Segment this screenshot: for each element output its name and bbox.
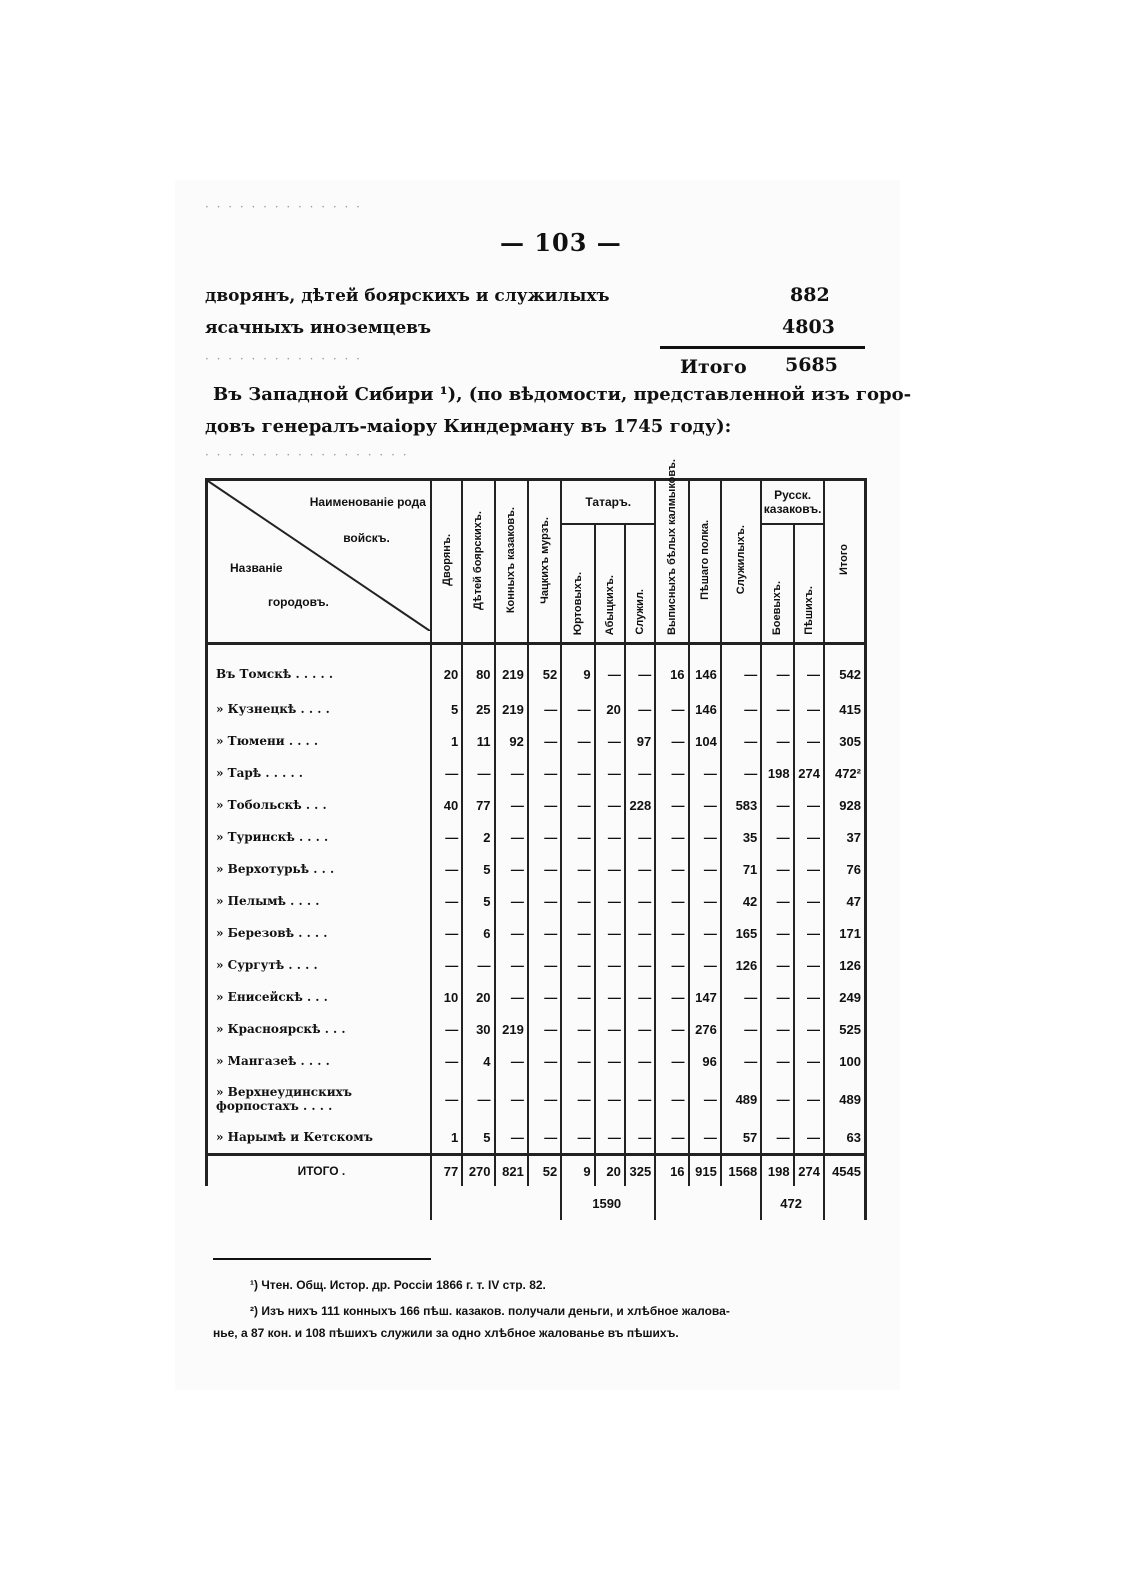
col-header-6: Служил. bbox=[625, 524, 655, 643]
table-cell: — bbox=[625, 917, 655, 949]
corner-label-top: Наименованіе рода bbox=[309, 495, 426, 509]
table-cell: — bbox=[462, 757, 494, 789]
table-cell: 76 bbox=[824, 853, 866, 885]
summary-total-label: Итого bbox=[680, 356, 747, 378]
table-cell: 92 bbox=[495, 725, 528, 757]
total-cell: 325 bbox=[625, 1155, 655, 1187]
table-cell: 171 bbox=[824, 917, 866, 949]
table-cell: 489 bbox=[824, 1077, 866, 1121]
table-cell: — bbox=[721, 1013, 761, 1045]
col-header-0: Дворянъ. bbox=[431, 480, 462, 644]
table-body bbox=[207, 644, 866, 1155]
table-cell: 146 bbox=[689, 693, 721, 725]
table-cell: — bbox=[561, 1121, 594, 1155]
table-cell: — bbox=[595, 949, 625, 981]
table-cell: — bbox=[528, 693, 561, 725]
table-cell: 472² bbox=[824, 757, 866, 789]
total-cell: 915 bbox=[689, 1155, 721, 1187]
table-cell: — bbox=[528, 821, 561, 853]
table-cell: 1 bbox=[431, 1121, 462, 1155]
table-cell: — bbox=[595, 917, 625, 949]
table-row bbox=[207, 885, 866, 917]
table-cell: — bbox=[495, 1121, 528, 1155]
table-cell: — bbox=[689, 821, 721, 853]
table-cell: — bbox=[655, 917, 688, 949]
subtotal-spacer bbox=[207, 1186, 431, 1220]
table-cell: — bbox=[655, 725, 688, 757]
summary-line-yasak: ясачныхъ иноземцевъ bbox=[205, 318, 431, 338]
table-cell: — bbox=[528, 917, 561, 949]
table-cell: — bbox=[794, 1077, 824, 1121]
table-cell: — bbox=[794, 917, 824, 949]
table-cell: 20 bbox=[462, 981, 494, 1013]
table-cell: — bbox=[721, 693, 761, 725]
table-row bbox=[207, 917, 866, 949]
table-cell: — bbox=[431, 1013, 462, 1045]
bleed-through-text: · · · · · · · · · · · · · · · · · · bbox=[205, 448, 409, 462]
town-name: » Нарымѣ и Кетскомъ bbox=[207, 1121, 431, 1155]
table-cell: — bbox=[625, 981, 655, 1013]
table-cell: — bbox=[495, 885, 528, 917]
table-cell: — bbox=[595, 1045, 625, 1077]
table-cell: — bbox=[625, 693, 655, 725]
table-cell: 6 bbox=[462, 917, 494, 949]
table-cell: — bbox=[655, 693, 688, 725]
table-cell: — bbox=[689, 885, 721, 917]
summary-line-nobles: дворянъ, дѣтей боярскихъ и служилыхъ bbox=[205, 286, 610, 306]
bleed-through-text: · · · · · · · · · · · · · · bbox=[205, 352, 362, 366]
total-cell: 16 bbox=[655, 1155, 688, 1187]
totals-label: ИТОГО . bbox=[207, 1155, 431, 1187]
town-name: » Кузнецкѣ . . . . bbox=[207, 693, 431, 725]
table-cell: — bbox=[794, 789, 824, 821]
table-cell: — bbox=[761, 1045, 793, 1077]
table-cell: — bbox=[595, 1077, 625, 1121]
table-cell: 20 bbox=[595, 693, 625, 725]
table-row bbox=[207, 821, 866, 853]
subtotal-spacer bbox=[655, 1186, 761, 1220]
table-cell: — bbox=[655, 1121, 688, 1155]
table-cell: — bbox=[431, 885, 462, 917]
table-cell: — bbox=[721, 1045, 761, 1077]
table-cell: — bbox=[595, 789, 625, 821]
table-cell: 5 bbox=[431, 693, 462, 725]
table-cell: — bbox=[794, 1121, 824, 1155]
summary-value-yasak: 4803 bbox=[782, 316, 835, 338]
table-cell: — bbox=[794, 644, 824, 694]
table-cell: 2 bbox=[462, 821, 494, 853]
table-row bbox=[207, 981, 866, 1013]
table-row bbox=[207, 725, 866, 757]
table-cell: — bbox=[761, 1077, 793, 1121]
table-cell: 147 bbox=[689, 981, 721, 1013]
table-cell: — bbox=[528, 725, 561, 757]
table-cell: — bbox=[625, 885, 655, 917]
table-cell: 97 bbox=[625, 725, 655, 757]
town-name: » Тобольскѣ . . . bbox=[207, 789, 431, 821]
total-cell: 9 bbox=[561, 1155, 594, 1187]
col-header-3: Чацкихъ мурзъ. bbox=[528, 480, 561, 644]
table-cell: — bbox=[761, 853, 793, 885]
table-cell: — bbox=[761, 917, 793, 949]
table-cell: — bbox=[794, 821, 824, 853]
table-cell: 57 bbox=[721, 1121, 761, 1155]
table-cell: 104 bbox=[689, 725, 721, 757]
table-row bbox=[207, 1013, 866, 1045]
town-name: » Туринскѣ . . . . bbox=[207, 821, 431, 853]
table-cell: — bbox=[561, 1045, 594, 1077]
total-cell: 821 bbox=[495, 1155, 528, 1187]
table-cell: — bbox=[595, 853, 625, 885]
table-cell: — bbox=[595, 725, 625, 757]
table-cell: — bbox=[721, 644, 761, 694]
table-cell: — bbox=[625, 821, 655, 853]
table-cell: — bbox=[689, 757, 721, 789]
table-cell: — bbox=[655, 885, 688, 917]
table-cell: — bbox=[561, 981, 594, 1013]
table-cell: 10 bbox=[431, 981, 462, 1013]
table-cell: 274 bbox=[794, 757, 824, 789]
table-cell: — bbox=[655, 853, 688, 885]
table-cell: — bbox=[561, 757, 594, 789]
town-name: » Березовѣ . . . . bbox=[207, 917, 431, 949]
totals-row bbox=[207, 1155, 866, 1187]
table-cell: 20 bbox=[431, 644, 462, 694]
table-cell: — bbox=[689, 853, 721, 885]
table-cell: — bbox=[761, 725, 793, 757]
table-cell: 52 bbox=[528, 644, 561, 694]
table-cell: — bbox=[528, 853, 561, 885]
table-cell: 542 bbox=[824, 644, 866, 694]
table-cell: — bbox=[721, 757, 761, 789]
table-cell: — bbox=[625, 1077, 655, 1121]
col-header-12: Итого bbox=[824, 480, 866, 644]
table-cell: — bbox=[655, 1013, 688, 1045]
table-cell: 16 bbox=[655, 644, 688, 694]
footnote-2a: ²) Изъ нихъ 111 конныхъ 166 пѣш. казаков. получали деньги, и хлѣбное жалова- bbox=[250, 1304, 730, 1318]
table-cell: — bbox=[625, 1013, 655, 1045]
table-cell: — bbox=[431, 853, 462, 885]
corner-label-left2: городовъ. bbox=[268, 595, 329, 609]
footnote-rule bbox=[213, 1258, 431, 1260]
table-cell: — bbox=[794, 885, 824, 917]
table-cell: 219 bbox=[495, 1013, 528, 1045]
table-row bbox=[207, 1045, 866, 1077]
town-name: » Пелымѣ . . . . bbox=[207, 885, 431, 917]
table-cell: — bbox=[794, 981, 824, 1013]
table-cell: — bbox=[761, 949, 793, 981]
table-cell: — bbox=[761, 693, 793, 725]
table-cell: — bbox=[431, 821, 462, 853]
table-cell: 198 bbox=[761, 757, 793, 789]
table-cell: — bbox=[462, 949, 494, 981]
table-cell: 96 bbox=[689, 1045, 721, 1077]
table-cell: — bbox=[561, 789, 594, 821]
garrison-table bbox=[205, 459, 867, 1220]
table-cell: — bbox=[761, 644, 793, 694]
table-cell: — bbox=[431, 1077, 462, 1121]
total-cell: 270 bbox=[462, 1155, 494, 1187]
table-cell: — bbox=[794, 693, 824, 725]
subtotals-row bbox=[207, 1186, 866, 1220]
table-cell: — bbox=[495, 981, 528, 1013]
subtotal-spacer bbox=[431, 1186, 561, 1220]
town-name: » Верхотурьѣ . . . bbox=[207, 853, 431, 885]
table-cell: — bbox=[561, 885, 594, 917]
table-cell: — bbox=[689, 1121, 721, 1155]
table-cell: 583 bbox=[721, 789, 761, 821]
subtotal-spacer bbox=[824, 1186, 866, 1220]
table-row bbox=[207, 693, 866, 725]
corner-label-left1: Названіе bbox=[230, 561, 283, 575]
table-cell: — bbox=[625, 1045, 655, 1077]
intro-line-2: довъ генералъ-маіору Киндерману въ 1745 году): bbox=[205, 416, 732, 437]
summary-total-value: 5685 bbox=[785, 354, 838, 376]
table-cell: — bbox=[595, 1013, 625, 1045]
table-cell: — bbox=[528, 1013, 561, 1045]
town-name: » Тюмени . . . . bbox=[207, 725, 431, 757]
intro-line-1: Въ Западной Сибири ¹), (по вѣдомости, представленной изъ горо- bbox=[213, 384, 912, 405]
table-cell: 219 bbox=[495, 644, 528, 694]
table-cell: — bbox=[655, 1045, 688, 1077]
table-row bbox=[207, 789, 866, 821]
table-cell: — bbox=[625, 949, 655, 981]
table-cell: 100 bbox=[824, 1045, 866, 1077]
col-header-2: Конныхъ казаковъ. bbox=[495, 480, 528, 644]
subtotal-cossacks: 472 bbox=[761, 1186, 824, 1220]
table-row bbox=[207, 1121, 866, 1155]
table-cell: 928 bbox=[824, 789, 866, 821]
table-cell: — bbox=[625, 644, 655, 694]
page-number: — 103 — bbox=[500, 228, 622, 257]
table-cell: 1 bbox=[431, 725, 462, 757]
table-cell: — bbox=[721, 725, 761, 757]
table-cell: — bbox=[794, 1013, 824, 1045]
table-cell: — bbox=[528, 981, 561, 1013]
total-cell: 198 bbox=[761, 1155, 793, 1187]
table-cell: — bbox=[625, 1121, 655, 1155]
table-cell: — bbox=[761, 885, 793, 917]
table-cell: 219 bbox=[495, 693, 528, 725]
table-cell: — bbox=[495, 917, 528, 949]
table-cell: — bbox=[595, 1121, 625, 1155]
table-cell: — bbox=[528, 885, 561, 917]
table-cell: — bbox=[595, 757, 625, 789]
table-cell: — bbox=[462, 1077, 494, 1121]
table-cell: 489 bbox=[721, 1077, 761, 1121]
table-cell: 146 bbox=[689, 644, 721, 694]
col-header-5: Абыцкихъ. bbox=[595, 524, 625, 643]
table-cell: — bbox=[595, 644, 625, 694]
table-cell: — bbox=[561, 821, 594, 853]
table-cell: 126 bbox=[721, 949, 761, 981]
table-cell: — bbox=[495, 757, 528, 789]
table-cell: 40 bbox=[431, 789, 462, 821]
table-cell: — bbox=[794, 1045, 824, 1077]
table-cell: — bbox=[595, 821, 625, 853]
town-name: » Мангазеѣ . . . . bbox=[207, 1045, 431, 1077]
total-cell: 77 bbox=[431, 1155, 462, 1187]
total-cell: 4545 bbox=[824, 1155, 866, 1187]
col-header-10: Боевыхъ. bbox=[761, 524, 793, 643]
table-cell: — bbox=[689, 917, 721, 949]
table-cell: — bbox=[561, 1077, 594, 1121]
col-header-7: Выписныхъ бѣлых калмыковъ. bbox=[655, 480, 688, 644]
table-cell: 80 bbox=[462, 644, 494, 694]
total-cell: 52 bbox=[528, 1155, 561, 1187]
table-corner-header bbox=[207, 480, 431, 644]
table-cell: — bbox=[528, 757, 561, 789]
table-cell: — bbox=[431, 757, 462, 789]
table-cell: — bbox=[495, 1045, 528, 1077]
town-name: » Верхнеудинскихъ форпостахъ . . . . bbox=[207, 1077, 431, 1121]
town-name: Въ Томскѣ . . . . . bbox=[207, 644, 431, 694]
table-cell: — bbox=[595, 885, 625, 917]
total-cell: 274 bbox=[794, 1155, 824, 1187]
table-cell: 415 bbox=[824, 693, 866, 725]
col-header-9: Служилыхъ. bbox=[721, 480, 761, 644]
col-header-4: Юртовыхъ. bbox=[561, 524, 594, 643]
table-cell: — bbox=[625, 757, 655, 789]
table-cell: 37 bbox=[824, 821, 866, 853]
col-header-11: Пѣшихъ. bbox=[794, 524, 824, 643]
table-cell: — bbox=[794, 949, 824, 981]
subtotal-tatars: 1590 bbox=[561, 1186, 655, 1220]
table-cell: — bbox=[528, 1077, 561, 1121]
table-cell: — bbox=[761, 821, 793, 853]
table-cell: 5 bbox=[462, 1121, 494, 1155]
table-cell: — bbox=[689, 949, 721, 981]
table-cell: 9 bbox=[561, 644, 594, 694]
table-row bbox=[207, 644, 866, 694]
town-name: » Сургутѣ . . . . bbox=[207, 949, 431, 981]
table-row bbox=[207, 1077, 866, 1121]
col-header-8: Пѣшаго полка. bbox=[689, 480, 721, 644]
total-cell: 20 bbox=[595, 1155, 625, 1187]
table-cell: 126 bbox=[824, 949, 866, 981]
table-cell: — bbox=[761, 1013, 793, 1045]
table-cell: — bbox=[495, 1077, 528, 1121]
table-cell: 35 bbox=[721, 821, 761, 853]
table-cell: — bbox=[561, 853, 594, 885]
table-cell: — bbox=[495, 789, 528, 821]
table-cell: 42 bbox=[721, 885, 761, 917]
table-cell: — bbox=[689, 1077, 721, 1121]
town-name: » Енисейскѣ . . . bbox=[207, 981, 431, 1013]
town-name: » Тарѣ . . . . . bbox=[207, 757, 431, 789]
table-cell: — bbox=[595, 981, 625, 1013]
table-cell: 5 bbox=[462, 885, 494, 917]
table-cell: — bbox=[431, 917, 462, 949]
col-header-1: Дѣтей боярскихъ. bbox=[462, 480, 494, 644]
table-cell: 305 bbox=[824, 725, 866, 757]
table-cell: — bbox=[561, 917, 594, 949]
table-cell: — bbox=[528, 1045, 561, 1077]
table-row bbox=[207, 853, 866, 885]
table-cell: — bbox=[495, 853, 528, 885]
table-cell: — bbox=[655, 789, 688, 821]
table-cell: — bbox=[655, 1077, 688, 1121]
table-row bbox=[207, 949, 866, 981]
table-cell: — bbox=[721, 981, 761, 1013]
table-cell: — bbox=[561, 1013, 594, 1045]
table-cell: — bbox=[431, 1045, 462, 1077]
table-cell: — bbox=[761, 981, 793, 1013]
group-header-cossacks: Русск. казаковъ. bbox=[761, 480, 824, 525]
town-name: » Красноярскѣ . . . bbox=[207, 1013, 431, 1045]
table-cell: 249 bbox=[824, 981, 866, 1013]
table-cell: — bbox=[561, 725, 594, 757]
table-cell: 47 bbox=[824, 885, 866, 917]
table-cell: 165 bbox=[721, 917, 761, 949]
table-cell: 228 bbox=[625, 789, 655, 821]
table-cell: — bbox=[495, 821, 528, 853]
table-cell: 30 bbox=[462, 1013, 494, 1045]
table-cell: 525 bbox=[824, 1013, 866, 1045]
bleed-through-text: · · · · · · · · · · · · · · bbox=[205, 200, 362, 214]
table-cell: 276 bbox=[689, 1013, 721, 1045]
total-cell: 1568 bbox=[721, 1155, 761, 1187]
table-cell: — bbox=[655, 949, 688, 981]
table-cell: — bbox=[528, 1121, 561, 1155]
table-cell: — bbox=[761, 789, 793, 821]
summary-value-nobles: 882 bbox=[790, 284, 830, 306]
corner-label-mid: войскъ. bbox=[343, 531, 390, 545]
table-cell: — bbox=[655, 981, 688, 1013]
table-cell: 71 bbox=[721, 853, 761, 885]
table-cell: — bbox=[794, 725, 824, 757]
table-cell: 11 bbox=[462, 725, 494, 757]
table-cell: — bbox=[689, 789, 721, 821]
footnote-1: ¹) Чтен. Общ. Истор. др. Россіи 1866 г. т. IV стр. 82. bbox=[250, 1278, 546, 1292]
table-cell: — bbox=[625, 853, 655, 885]
table-cell: — bbox=[655, 757, 688, 789]
table-cell: 25 bbox=[462, 693, 494, 725]
table-cell: — bbox=[431, 949, 462, 981]
table-cell: — bbox=[561, 949, 594, 981]
table-cell: 77 bbox=[462, 789, 494, 821]
sum-rule bbox=[660, 346, 865, 349]
table-cell: — bbox=[561, 693, 594, 725]
table-cell: — bbox=[495, 949, 528, 981]
table-cell: 5 bbox=[462, 853, 494, 885]
table-cell: — bbox=[528, 789, 561, 821]
table-cell: 63 bbox=[824, 1121, 866, 1155]
table-cell: — bbox=[761, 1121, 793, 1155]
group-header-tatars: Татаръ. bbox=[561, 480, 655, 525]
table-cell: — bbox=[794, 853, 824, 885]
table-row bbox=[207, 757, 866, 789]
table-cell: 4 bbox=[462, 1045, 494, 1077]
table-cell: — bbox=[528, 949, 561, 981]
table-cell: — bbox=[655, 821, 688, 853]
footnote-2b: нье, а 87 кон. и 108 пѣшихъ служили за одно хлѣбное жалованье въ пѣшихъ. bbox=[213, 1326, 679, 1340]
